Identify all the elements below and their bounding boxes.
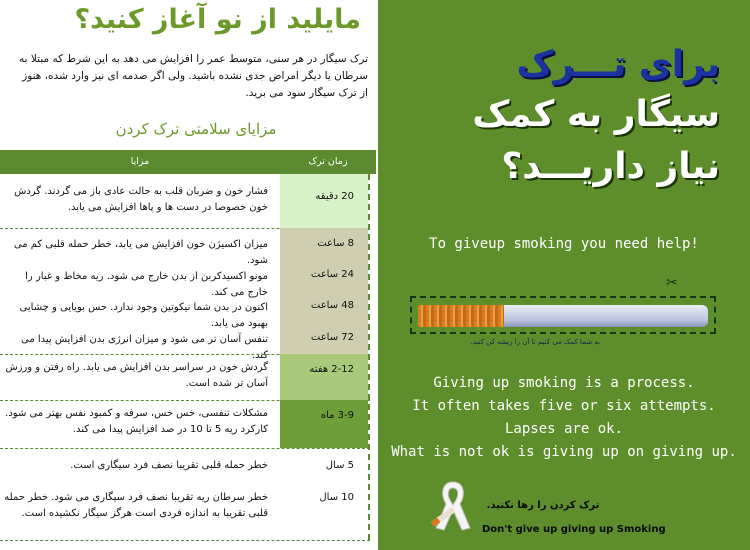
row-time-cell [280, 174, 368, 228]
table-row [0, 261, 376, 298]
message-line: It often takes five or six attempts. [412, 398, 716, 414]
cigarette-filter [418, 305, 504, 327]
cigarette-cutout [410, 296, 716, 334]
row-time-cell [280, 400, 368, 448]
table-right-border [368, 174, 370, 540]
message-block [378, 372, 750, 464]
row-time-cell [280, 261, 368, 292]
ribbon-icon [428, 476, 478, 534]
row-time-cell [280, 448, 368, 482]
message-line: Giving up smoking is a process. [433, 375, 695, 391]
row-time-cell [280, 323, 368, 354]
message-line: Lapses are ok. [504, 421, 623, 437]
row-time-cell [280, 228, 368, 261]
row-text: مشکلات تنفسی، خس خس، سرفه و کمبود نفس بهتر می شود. کارکرد ریه 5 تا 10 در صد افزایش پیدا می کند. [5, 408, 268, 435]
table-row [0, 323, 376, 361]
table-row [0, 292, 376, 329]
row-time: 48 ساعت [310, 300, 354, 311]
headline-line-2: سیگار به کمک [472, 94, 720, 135]
row-time: 24 ساعت [310, 269, 354, 280]
message-line: What is not ok is giving up on giving up. [391, 444, 737, 460]
row-time: 5 سال [325, 460, 354, 471]
scissors-icon: ✂ [666, 275, 678, 291]
headline-line-3: نیاز داریـــد؟ [501, 146, 720, 187]
row-divider [0, 540, 370, 541]
row-time-cell [280, 292, 368, 323]
row-text: خطر سرطان ریه تقریبا نصف فرد سیگاری می شود. خطر حمله قلبی تقریبا به اندازه فردی است هرگز سیگار نکشیده است. [4, 492, 268, 519]
table-row [0, 482, 376, 540]
row-text: مونو اکسیدکربن از بدن خارج می شود. ریه مخاط و غبار را خارج می کند. [25, 271, 268, 298]
row-time-cell [280, 354, 368, 400]
row-time: 72 ساعت [310, 332, 354, 343]
row-time: 8 ساعت [317, 238, 354, 249]
table-header-time: زمان ترک [280, 150, 376, 174]
left-title: مایلید از نو آغاز کنید؟ [74, 4, 361, 35]
cigarette-caption: به شما کمک می کنیم تا آن را ریشه کن کنید. [470, 338, 600, 346]
footer-english: Don't give up giving up Smoking [482, 524, 666, 535]
row-time: 10 سال [319, 492, 354, 503]
row-text: فشار خون و ضربان قلب به حالت عادی باز می گردند. گردش خون خصوصا در دست ها و پاها افزایش می یابد. [14, 186, 268, 213]
table-header-benefit: مزایا [0, 150, 280, 174]
benefits-table [0, 150, 376, 550]
footer-persian: ترک کردن را رها نکنید. [486, 500, 600, 511]
row-time: 20 دقیقه [315, 191, 354, 202]
table-row [0, 400, 376, 448]
help-panel [378, 0, 750, 550]
table-row [0, 228, 376, 266]
intro-paragraph: ترک سیگار در هر سنی، متوسط عمر را افزایش می دهد به این شرط که مبتلا به سرطان یا دیگر امراض جدی نشده باشید. ولی اگر صدمه ای نیز وارد شده، هنوز از ترک سیگار سود می برید. [19, 53, 368, 99]
table-row [0, 354, 376, 400]
row-text: گردش خون در سراسر بدن افزایش می یابد. راه رفتن و ورزش آسان تر شده است. [5, 362, 268, 389]
table-row [0, 174, 376, 228]
row-time: 3-9 ماه [320, 410, 354, 421]
row-text: خطر حمله قلبی تقریبا نصف فرد سیگاری است. [70, 460, 268, 471]
help-english: To giveup smoking you need help! [429, 236, 699, 252]
benefits-title: مزایای سلامتی ترک کردن [115, 120, 277, 138]
row-text: اکنون در بدن شما نیکوتین وجود ندارد. حس بویایی و چشایی بهبود می یابد. [19, 302, 268, 329]
headline-line-1: برای تـــرک [516, 44, 720, 85]
row-text: میزان اکسیژن خون افزایش می یابد، خطر حمله قلبی کم می شود. [13, 239, 268, 266]
table-row [0, 448, 376, 482]
row-text: تنفس آسان تر می شود و میزان انرژی بدن افزایش پیدا می کند. [21, 334, 268, 361]
cigarette-icon [504, 305, 708, 327]
row-time-cell [280, 482, 368, 540]
row-time: 2-12 هفته [309, 364, 354, 375]
